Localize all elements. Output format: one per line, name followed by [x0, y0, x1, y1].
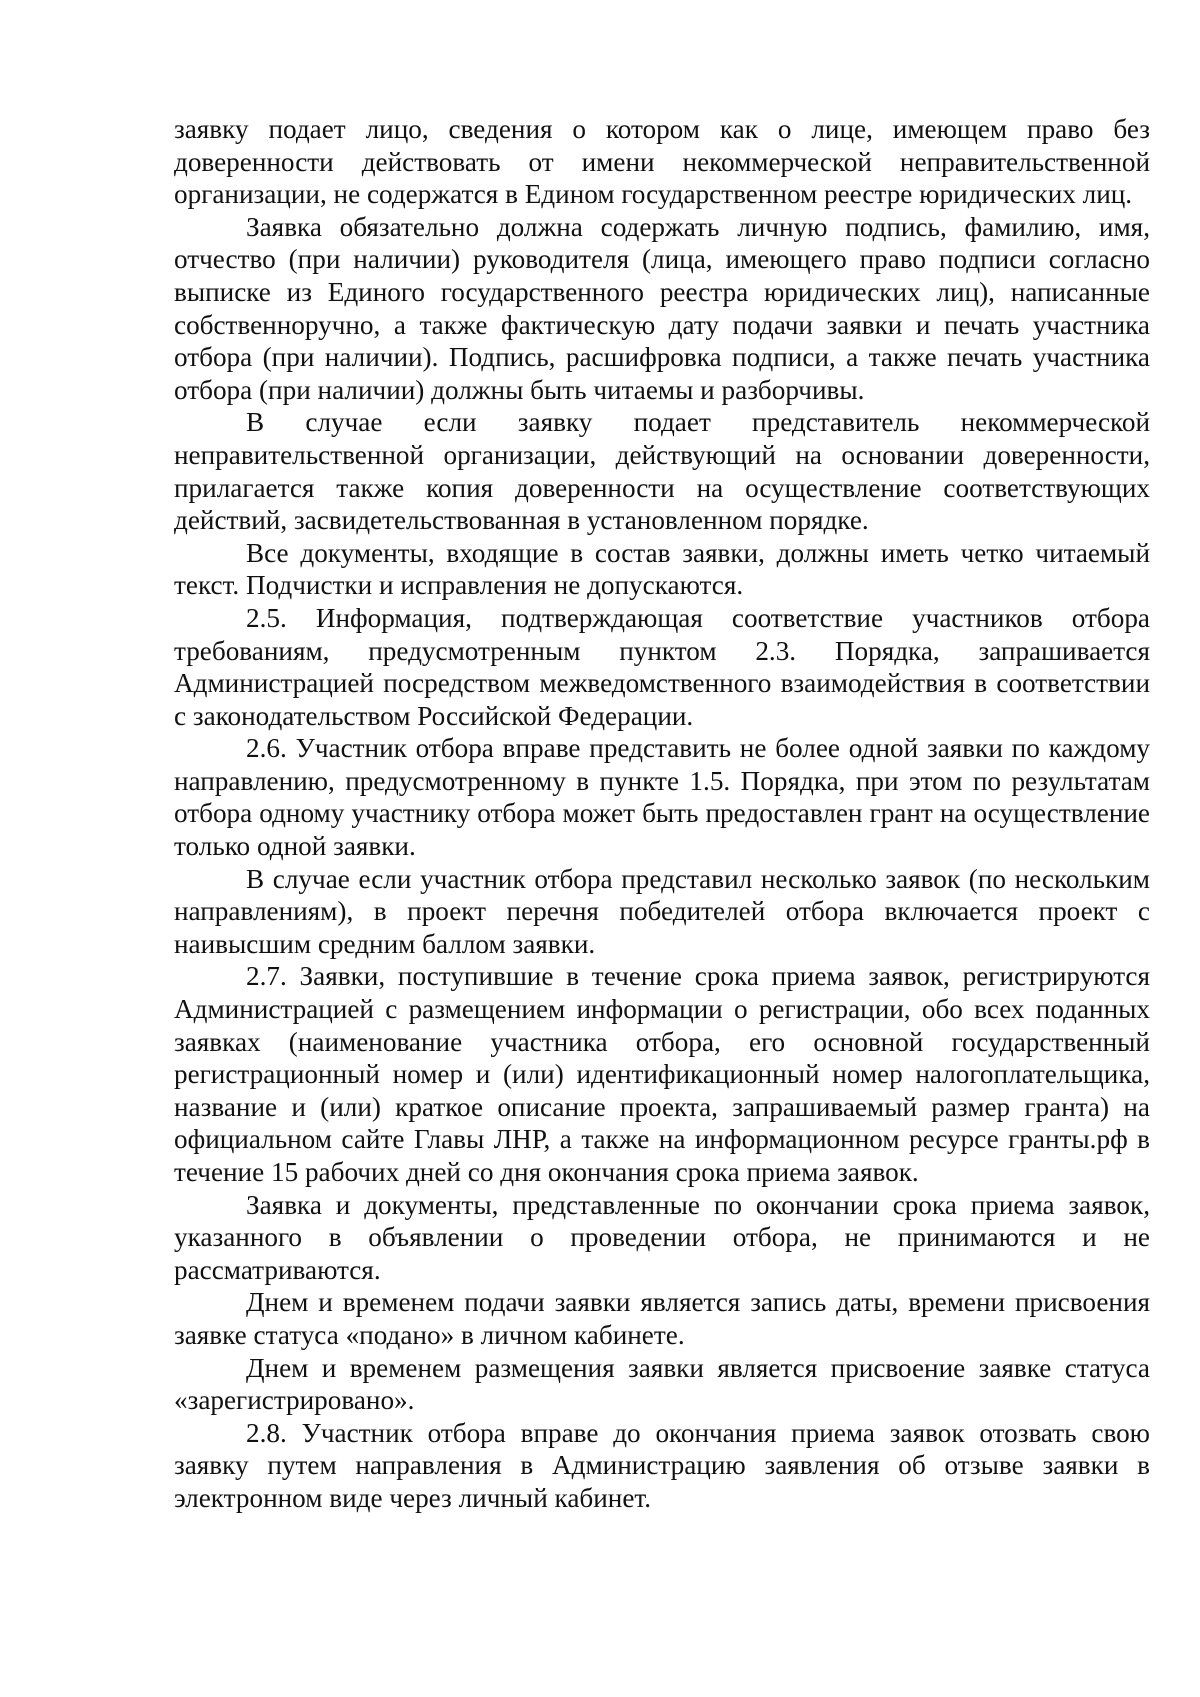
paragraph-submission-date: Днем и временем подачи заявки является запись даты, времени присвоения заявке статуса «подано» в личном кабинете.: [174, 1287, 1150, 1350]
paragraph-2-6: 2.6. Участник отбора вправе представить не более одной заявки по каждому направлению, предусмотренному в пункте 1.5. Порядка, при этом по результатам отбора одному участнику отбора может быть предоставлен грант на осуществление только одной заявки.: [174, 733, 1150, 862]
paragraph-2-7: 2.7. Заявки, поступившие в течение срока приема заявок, регистрируются Администрацией с размещением информации о регистрации, обо всех поданных заявках (наименование участника отбора, его основной государственный регистрационный номер и (или) идентификационный номер налогоплательщика, название и (или) краткое описание проекта, запрашиваемый размер гранта) на официальном сайте Главы ЛНР, а также на информационном ресурсе гранты.рф в течение 15 рабочих дней со дня окончания срока приема заявок.: [174, 961, 1150, 1187]
paragraph-signature-requirements: Заявка обязательно должна содержать личную подпись, фамилию, имя, отчество (при наличии) руководителя (лица, имеющего право подписи согласно выписке из Единого государственного реестра юридических лиц), написанные собственноручно, а также фактическую дату подачи заявки и печать участника отбора (при наличии). Подпись, расшифровка подписи, а также печать участника отбора (при наличии) должны быть читаемы и разборчивы.: [174, 211, 1150, 405]
document-page: [174, 113, 1150, 1515]
paragraph-readable-documents: Все документы, входящие в состав заявки, должны иметь четко читаемый текст. Подчистки и исправления не допускаются.: [174, 537, 1150, 601]
paragraph-representative: В случае если заявку подает представитель некоммерческой неправительственной организации, действующий на основании доверенности, прилагается также копия доверенности на осуществление соответствующих действий, засвидетельствованная в установленном порядке.: [174, 407, 1150, 536]
paragraph-registration-date: Днем и временем размещения заявки является присвоение заявке статуса «зарегистрировано».: [174, 1352, 1150, 1416]
paragraph-continuation: заявку подает лицо, сведения о котором как о лице, имеющем право без доверенности действовать от имени некоммерческой неправительственной организации, не содержатся в Едином государственном реестре юридических лиц.: [174, 114, 1150, 210]
paragraph-2-8: 2.8. Участник отбора вправе до окончания приема заявок отозвать свою заявку путем направления в Администрацию заявления об отзыве заявки в электронном виде через личный кабинет.: [174, 1417, 1150, 1513]
paragraph-late-applications: Заявка и документы, представленные по окончании срока приема заявок, указанного в объявлении о проведении отбора, не принимаются и не рассматриваются.: [174, 1189, 1150, 1285]
paragraph-2-5: 2.5. Информация, подтверждающая соответствие участников отбора требованиям, предусмотренным пунктом 2.3. Порядка, запрашивается Администрацией посредством межведомственного взаимодействия в соответствии с законодательством Российской Федерации.: [174, 602, 1150, 731]
paragraph-multiple-applications: В случае если участник отбора представил несколько заявок (по нескольким направлениям), в проект перечня победителей отбора включается проект с наивысшим средним баллом заявки.: [174, 863, 1150, 959]
